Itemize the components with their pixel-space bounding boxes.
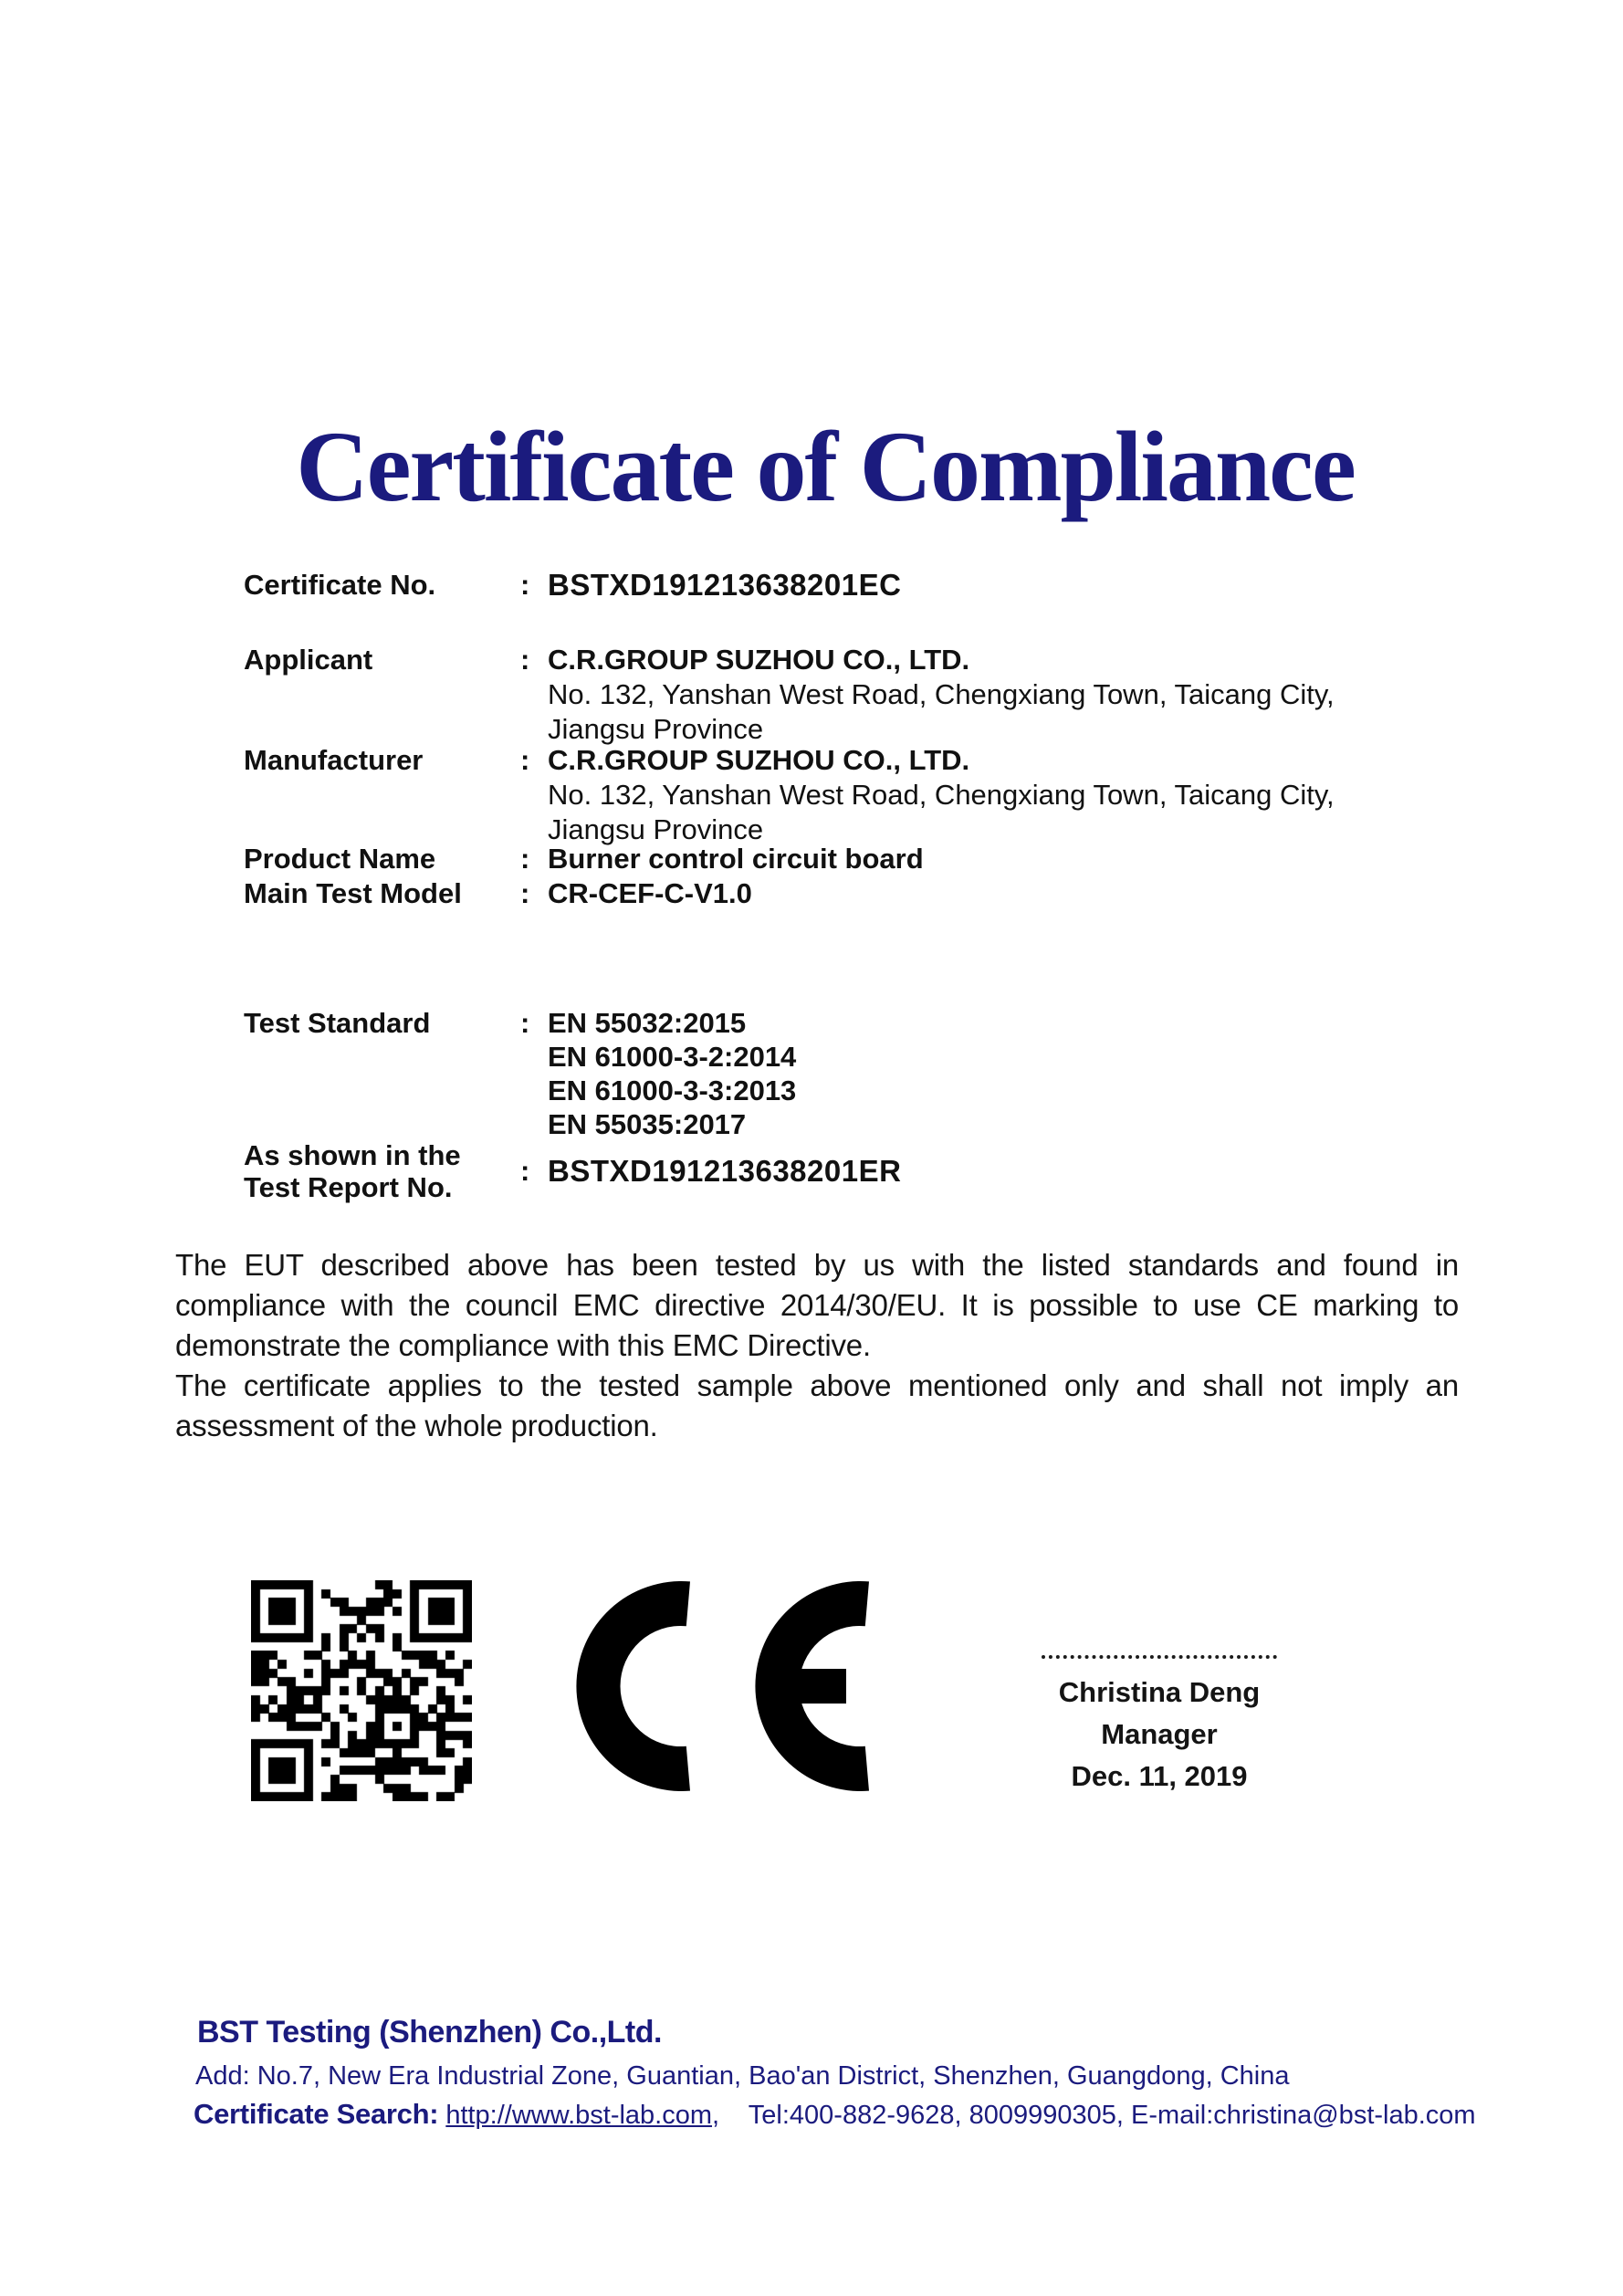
footer-address: Add: No.7, New Era Industrial Zone, Guantian, Bao'an District, Shenzhen, Guangdong, China bbox=[195, 2061, 1290, 2091]
signature-date: Dec. 11, 2019 bbox=[1071, 1760, 1248, 1792]
test-report-value: BSTXD191213638201ER bbox=[548, 1154, 902, 1188]
main-test-model-value: CR-CEF-C-V1.0 bbox=[548, 877, 752, 909]
compliance-statement bbox=[175, 1245, 1459, 1446]
signatory-role: Manager bbox=[1101, 1718, 1218, 1750]
qr-code bbox=[251, 1580, 472, 1801]
page-title: Certificate of Compliance bbox=[296, 411, 1355, 522]
manufacturer-name: C.R.GROUP SUZHOU CO., LTD. bbox=[548, 744, 970, 776]
statement-paragraph-1: The EUT described above has been tested by us with the listed standards and found in compliance with the council EMC directive 2014/30/EU. It is possible to use CE marking to demonstrate the compliance with this EMC Directive. bbox=[175, 1248, 1459, 1362]
colon-separator: : bbox=[520, 1155, 530, 1187]
colon-separator: : bbox=[520, 744, 530, 776]
field-row-certificate-no bbox=[244, 568, 901, 603]
applicant-address-line2: Jiangsu Province bbox=[548, 713, 764, 745]
manufacturer-address-line2: Jiangsu Province bbox=[548, 813, 764, 845]
test-standard-label: Test Standard bbox=[244, 1007, 431, 1039]
test-report-label-line1: As shown in the bbox=[244, 1139, 461, 1171]
field-row-manufacturer bbox=[244, 743, 1335, 847]
test-standard-item: EN 61000-3-3:2013 bbox=[548, 1075, 797, 1106]
certificate-no-value: BSTXD191213638201EC bbox=[548, 568, 902, 602]
footer-certificate-search bbox=[194, 2098, 1476, 2131]
certificate-no-label: Certificate No. bbox=[244, 569, 436, 601]
colon-separator: : bbox=[520, 1007, 530, 1039]
field-row-main-test-model bbox=[244, 876, 752, 911]
field-row-applicant bbox=[244, 643, 1335, 747]
test-standard-item: EN 55035:2017 bbox=[548, 1108, 747, 1140]
field-row-test-standard bbox=[244, 1006, 796, 1141]
product-name-label: Product Name bbox=[244, 843, 436, 875]
test-report-label-line2: Test Report No. bbox=[244, 1171, 453, 1203]
footer-company-name: BST Testing (Shenzhen) Co.,Ltd. bbox=[197, 2015, 662, 2050]
signature-dotted-line bbox=[1042, 1655, 1277, 1659]
manufacturer-address-line1: No. 132, Yanshan West Road, Chengxiang Town, Taicang City, bbox=[548, 779, 1335, 811]
colon-separator: : bbox=[520, 569, 530, 601]
manufacturer-label: Manufacturer bbox=[244, 744, 424, 776]
field-row-product-name bbox=[244, 842, 924, 876]
certificate-search-link[interactable]: http://www.bst-lab.com bbox=[445, 2101, 713, 2130]
footer-contact: , Tel:400-882-9628, 8009990305, E-mail:christina@bst-lab.com bbox=[712, 2101, 1476, 2130]
colon-separator: : bbox=[520, 644, 530, 676]
signatory-name: Christina Deng bbox=[1058, 1676, 1261, 1708]
field-row-test-report bbox=[244, 1139, 901, 1203]
test-standard-values bbox=[548, 1006, 796, 1141]
signature-block bbox=[1013, 1655, 1305, 1798]
colon-separator: : bbox=[520, 877, 530, 909]
main-test-model-label: Main Test Model bbox=[244, 877, 462, 909]
ce-mark-icon bbox=[575, 1580, 869, 1792]
test-standard-item: EN 61000-3-2:2014 bbox=[548, 1041, 797, 1073]
applicant-address-line1: No. 132, Yanshan West Road, Chengxiang Town, Taicang City, bbox=[548, 678, 1335, 710]
test-report-label bbox=[244, 1139, 520, 1203]
statement-paragraph-2: The certificate applies to the tested sample above mentioned only and shall not imply an assessment of the whole production. bbox=[175, 1368, 1459, 1442]
product-name-value: Burner control circuit board bbox=[548, 843, 924, 875]
manufacturer-value bbox=[548, 743, 1335, 847]
applicant-value bbox=[548, 643, 1335, 747]
applicant-name: C.R.GROUP SUZHOU CO., LTD. bbox=[548, 644, 970, 676]
applicant-label: Applicant bbox=[244, 644, 373, 676]
test-standard-item: EN 55032:2015 bbox=[548, 1007, 747, 1039]
certificate-search-label: Certificate Search: bbox=[194, 2098, 439, 2130]
colon-separator: : bbox=[520, 843, 530, 875]
